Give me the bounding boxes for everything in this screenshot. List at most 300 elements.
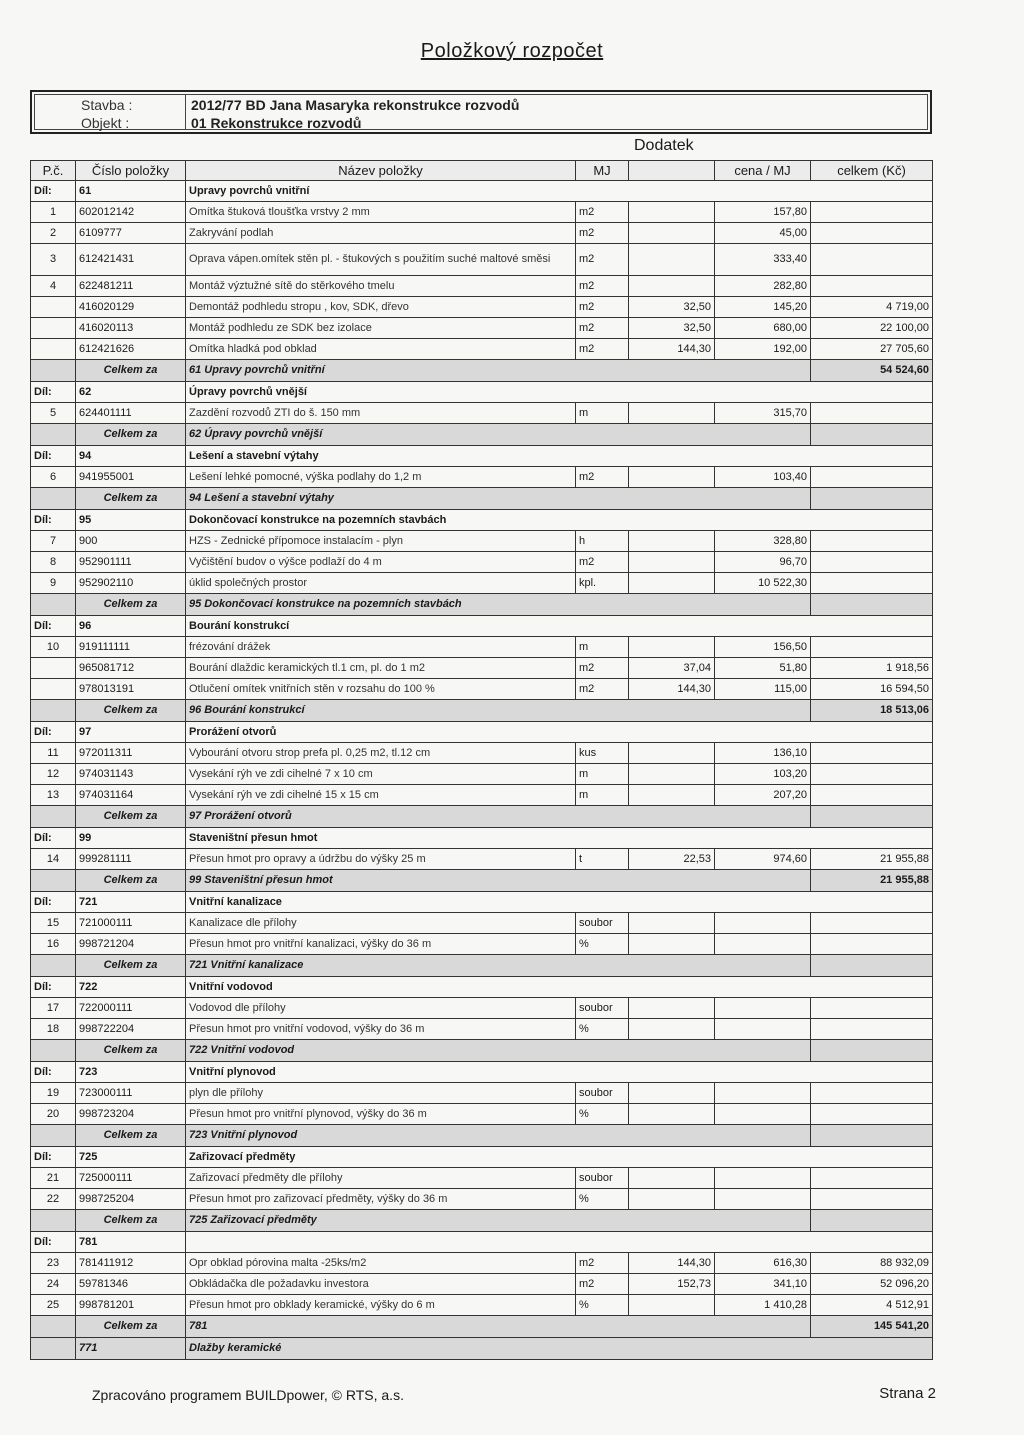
section-header-row (31, 828, 933, 849)
item-celkem (811, 276, 933, 297)
item-celkem: 22 100,00 (811, 318, 933, 339)
sum-name: 722 Vnitřní vodovod (186, 1040, 811, 1062)
item-nazev: Vysekání rýh ve zdi cihelné 15 x 15 cm (186, 785, 576, 806)
item-celkem: 16 594,50 (811, 679, 933, 700)
sum-total: 18 513,06 (811, 700, 933, 722)
item-mnozstvi (629, 743, 715, 764)
item-mj: m2 (576, 202, 629, 223)
item-mj: soubor (576, 913, 629, 934)
item-cislo: 974031164 (76, 785, 186, 806)
section-header-row (31, 382, 933, 403)
sum-label: Celkem za (76, 955, 186, 977)
item-cislo: 721000111 (76, 913, 186, 934)
section-header-row (31, 1232, 933, 1253)
item-row (31, 202, 933, 223)
item-mj: m2 (576, 552, 629, 573)
item-cena (715, 913, 811, 934)
section-code: 61 (76, 181, 186, 202)
section-label: Díl: (31, 1147, 76, 1168)
item-cena: 341,10 (715, 1274, 811, 1295)
objekt-label: Objekt : (81, 115, 130, 131)
item-pc: 25 (31, 1295, 76, 1316)
item-row (31, 223, 933, 244)
item-celkem (811, 573, 933, 594)
item-mnozstvi (629, 785, 715, 806)
section-label: Díl: (31, 1232, 76, 1253)
project-header (30, 90, 932, 134)
item-row (31, 998, 933, 1019)
item-cena: 315,70 (715, 403, 811, 424)
item-nazev: Vodovod dle přílohy (186, 998, 576, 1019)
sum-label: Celkem za (76, 360, 186, 382)
item-cena (715, 998, 811, 1019)
item-cena (715, 934, 811, 955)
item-row (31, 658, 933, 679)
item-cislo: 59781346 (76, 1274, 186, 1295)
continuation-name: Dlažby keramické (186, 1338, 933, 1360)
section-label: Díl: (31, 510, 76, 531)
item-celkem (811, 1083, 933, 1104)
item-cena: 680,00 (715, 318, 811, 339)
item-nazev: Přesun hmot pro opravy a údržbu do výšky 25 m (186, 849, 576, 870)
continuation-row (31, 1338, 933, 1360)
item-celkem (811, 934, 933, 955)
item-celkem (811, 552, 933, 573)
item-row (31, 1189, 933, 1210)
item-mnozstvi (629, 1189, 715, 1210)
section-total-row (31, 1316, 933, 1338)
item-mj: soubor (576, 998, 629, 1019)
item-cislo: 978013191 (76, 679, 186, 700)
sum-total: 145 541,20 (811, 1316, 933, 1338)
item-cena: 136,10 (715, 743, 811, 764)
item-celkem (811, 764, 933, 785)
section-label: Díl: (31, 446, 76, 467)
section-total-row (31, 424, 933, 446)
sum-label: Celkem za (76, 1316, 186, 1338)
item-row (31, 785, 933, 806)
item-nazev: Přesun hmot pro zařizovací předměty, výšky do 36 m (186, 1189, 576, 1210)
item-row (31, 1295, 933, 1316)
item-cena: 10 522,30 (715, 573, 811, 594)
item-cena: 1 410,28 (715, 1295, 811, 1316)
stavba-label: Stavba : (81, 97, 133, 113)
item-cena: 145,20 (715, 297, 811, 318)
section-code: 723 (76, 1062, 186, 1083)
item-cena (715, 1168, 811, 1189)
item-nazev: Lešení lehké pomocné, výška podlahy do 1,2 m (186, 467, 576, 488)
item-celkem (811, 1189, 933, 1210)
item-mj: m2 (576, 658, 629, 679)
item-cena: 207,20 (715, 785, 811, 806)
section-label: Díl: (31, 1062, 76, 1083)
sum-total (811, 1210, 933, 1232)
item-row (31, 743, 933, 764)
sum-name: 95 Dokončovací konstrukce na pozemních stavbách (186, 594, 811, 616)
item-cena: 156,50 (715, 637, 811, 658)
item-cena (715, 1189, 811, 1210)
section-code: 725 (76, 1147, 186, 1168)
item-mj: m2 (576, 276, 629, 297)
item-cena: 192,00 (715, 339, 811, 360)
item-mnozstvi (629, 637, 715, 658)
item-row (31, 1019, 933, 1040)
sum-total (811, 1040, 933, 1062)
item-mj: soubor (576, 1083, 629, 1104)
item-pc: 4 (31, 276, 76, 297)
section-name: Vnitřní vodovod (186, 977, 933, 998)
item-row (31, 637, 933, 658)
item-mnozstvi (629, 1295, 715, 1316)
sum-name: 94 Lešení a stavební výtahy (186, 488, 811, 510)
item-mnozstvi (629, 913, 715, 934)
section-code: 721 (76, 892, 186, 913)
item-celkem (811, 403, 933, 424)
item-pc (31, 297, 76, 318)
item-mj: m2 (576, 1274, 629, 1295)
item-cena: 328,80 (715, 531, 811, 552)
sum-label: Celkem za (76, 806, 186, 828)
section-name: Lešení a stavební výtahy (186, 446, 933, 467)
item-pc: 12 (31, 764, 76, 785)
item-cena (715, 1104, 811, 1125)
sum-total (811, 806, 933, 828)
item-cislo: 974031143 (76, 764, 186, 785)
footer-software: Zpracováno programem BUILDpower, © RTS, a.s. (92, 1387, 404, 1403)
section-total-row (31, 806, 933, 828)
item-row (31, 1274, 933, 1295)
item-pc: 2 (31, 223, 76, 244)
item-row (31, 1083, 933, 1104)
item-mj: m (576, 403, 629, 424)
sum-name: 96 Bourání konstrukcí (186, 700, 811, 722)
item-mj: kus (576, 743, 629, 764)
section-total-row (31, 700, 933, 722)
item-celkem (811, 913, 933, 934)
section-header-row (31, 1062, 933, 1083)
item-nazev: Opr obklad pórovina malta -25ks/m2 (186, 1253, 576, 1274)
item-nazev: Demontáž podhledu stropu , kov, SDK, dřevo (186, 297, 576, 318)
item-celkem (811, 531, 933, 552)
item-cena: 103,20 (715, 764, 811, 785)
sum-total (811, 488, 933, 510)
item-pc: 24 (31, 1274, 76, 1295)
item-mnozstvi: 144,30 (629, 679, 715, 700)
item-mj: h (576, 531, 629, 552)
item-nazev: frézování drážek (186, 637, 576, 658)
item-pc: 3 (31, 244, 76, 276)
item-pc: 15 (31, 913, 76, 934)
item-cislo: 941955001 (76, 467, 186, 488)
section-code: 95 (76, 510, 186, 531)
continuation-spacer (31, 1338, 76, 1360)
item-mj: m2 (576, 297, 629, 318)
item-celkem (811, 223, 933, 244)
item-row (31, 552, 933, 573)
section-total-row (31, 870, 933, 892)
item-celkem: 4 719,00 (811, 297, 933, 318)
item-mnozstvi (629, 764, 715, 785)
item-nazev: Otlučení omítek vnitřních stěn v rozsahu do 100 % (186, 679, 576, 700)
section-label: Díl: (31, 722, 76, 743)
section-total-row (31, 594, 933, 616)
sum-spacer (31, 594, 76, 616)
item-cena: 115,00 (715, 679, 811, 700)
item-pc: 16 (31, 934, 76, 955)
col-pc: P.č. (31, 161, 76, 181)
item-pc: 9 (31, 573, 76, 594)
section-header-row (31, 181, 933, 202)
sum-name: 62 Úpravy povrchů vnější (186, 424, 811, 446)
item-row (31, 1253, 933, 1274)
item-cislo: 622481211 (76, 276, 186, 297)
item-cislo: 416020113 (76, 318, 186, 339)
section-header-row (31, 977, 933, 998)
section-header-row (31, 446, 933, 467)
item-cislo: 900 (76, 531, 186, 552)
item-cena: 974,60 (715, 849, 811, 870)
column-header-row (31, 161, 933, 181)
stavba-value: 2012/77 BD Jana Masaryka rekonstrukce rozvodů (191, 97, 520, 113)
item-mnozstvi (629, 244, 715, 276)
item-mnozstvi: 152,73 (629, 1274, 715, 1295)
item-nazev: Bourání dlaždic keramických tl.1 cm, pl. do 1 m2 (186, 658, 576, 679)
item-nazev: úklid společných prostor (186, 573, 576, 594)
item-mnozstvi (629, 223, 715, 244)
item-cislo: 612421626 (76, 339, 186, 360)
section-code: 97 (76, 722, 186, 743)
item-cislo: 624401111 (76, 403, 186, 424)
section-header-row (31, 616, 933, 637)
section-code: 62 (76, 382, 186, 403)
item-pc: 20 (31, 1104, 76, 1125)
sum-label: Celkem za (76, 424, 186, 446)
item-pc (31, 339, 76, 360)
item-nazev: Zazdění rozvodů ZTI do š. 150 mm (186, 403, 576, 424)
item-nazev: Přesun hmot pro obklady keramické, výšky do 6 m (186, 1295, 576, 1316)
item-mnozstvi (629, 531, 715, 552)
item-mj: m (576, 785, 629, 806)
item-pc (31, 318, 76, 339)
item-nazev: Omítka hladká pod obklad (186, 339, 576, 360)
sum-name: 721 Vnitřní kanalizace (186, 955, 811, 977)
item-nazev: Oprava vápen.omítek stěn pl. - štukových s použitím suché maltové směsi (186, 244, 576, 276)
item-cislo: 998721204 (76, 934, 186, 955)
section-label: Díl: (31, 382, 76, 403)
item-row (31, 244, 933, 276)
budget-table (30, 160, 933, 1360)
item-cislo: 602012142 (76, 202, 186, 223)
item-cislo: 781411912 (76, 1253, 186, 1274)
item-mj: m2 (576, 467, 629, 488)
sum-spacer (31, 424, 76, 446)
section-name: Bourání konstrukcí (186, 616, 933, 637)
sum-spacer (31, 1125, 76, 1147)
section-code: 722 (76, 977, 186, 998)
item-cena (715, 1019, 811, 1040)
section-header-row (31, 1147, 933, 1168)
section-name: Úpravy povrchů vnější (186, 382, 933, 403)
item-pc: 5 (31, 403, 76, 424)
section-total-row (31, 1040, 933, 1062)
item-pc: 13 (31, 785, 76, 806)
item-nazev: Zakryvání podlah (186, 223, 576, 244)
item-pc: 11 (31, 743, 76, 764)
item-cislo: 998722204 (76, 1019, 186, 1040)
item-nazev: Obkládačka dle požadavku investora (186, 1274, 576, 1295)
item-row (31, 297, 933, 318)
item-pc (31, 679, 76, 700)
sum-total (811, 955, 933, 977)
item-mnozstvi: 144,30 (629, 1253, 715, 1274)
sum-spacer (31, 1210, 76, 1232)
item-celkem (811, 637, 933, 658)
item-celkem: 1 918,56 (811, 658, 933, 679)
item-pc: 14 (31, 849, 76, 870)
item-cislo: 723000111 (76, 1083, 186, 1104)
item-mnozstvi: 22,53 (629, 849, 715, 870)
section-name: Staveništní přesun hmot (186, 828, 933, 849)
sum-label: Celkem za (76, 1040, 186, 1062)
sum-name: 725 Zařizovací předměty (186, 1210, 811, 1232)
item-celkem (811, 743, 933, 764)
item-mnozstvi (629, 1019, 715, 1040)
sum-total (811, 594, 933, 616)
sum-name: 99 Staveništní přesun hmot (186, 870, 811, 892)
item-pc: 8 (31, 552, 76, 573)
item-mj: % (576, 1295, 629, 1316)
item-nazev: Vybourání otvoru strop prefa pl. 0,25 m2, tl.12 cm (186, 743, 576, 764)
item-row (31, 403, 933, 424)
sum-name: 97 Prorážení otvorů (186, 806, 811, 828)
item-row (31, 276, 933, 297)
sum-spacer (31, 1040, 76, 1062)
item-cena: 96,70 (715, 552, 811, 573)
col-nazev: Název položky (186, 161, 576, 181)
item-mnozstvi (629, 403, 715, 424)
item-mj: m2 (576, 244, 629, 276)
item-row (31, 1104, 933, 1125)
item-mnozstvi: 37,04 (629, 658, 715, 679)
item-mj: % (576, 934, 629, 955)
section-name (186, 1232, 933, 1253)
item-pc: 10 (31, 637, 76, 658)
item-cena: 157,80 (715, 202, 811, 223)
section-total-row (31, 360, 933, 382)
item-row (31, 679, 933, 700)
item-cena: 616,30 (715, 1253, 811, 1274)
item-cena (715, 1083, 811, 1104)
item-row (31, 934, 933, 955)
item-celkem (811, 244, 933, 276)
item-nazev: Přesun hmot pro vnitřní plynovod, výšky do 36 m (186, 1104, 576, 1125)
item-mj: soubor (576, 1168, 629, 1189)
item-celkem (811, 467, 933, 488)
item-cislo: 999281111 (76, 849, 186, 870)
col-mj: MJ (576, 161, 629, 181)
item-nazev: Zařizovací předměty dle přílohy (186, 1168, 576, 1189)
item-mnozstvi (629, 276, 715, 297)
item-cislo: 416020129 (76, 297, 186, 318)
item-cislo: 998725204 (76, 1189, 186, 1210)
item-mj: m (576, 764, 629, 785)
item-nazev: Kanalizace dle přílohy (186, 913, 576, 934)
item-mj: m2 (576, 223, 629, 244)
item-nazev: Přesun hmot pro vnitřní vodovod, výšky do 36 m (186, 1019, 576, 1040)
sum-total: 54 524,60 (811, 360, 933, 382)
item-nazev: Montáž podhledu ze SDK bez izolace (186, 318, 576, 339)
item-celkem: 88 932,09 (811, 1253, 933, 1274)
item-nazev: Přesun hmot pro vnitřní kanalizaci, výšky do 36 m (186, 934, 576, 955)
item-cislo: 998723204 (76, 1104, 186, 1125)
item-row (31, 764, 933, 785)
item-cislo: 722000111 (76, 998, 186, 1019)
item-row (31, 467, 933, 488)
section-header-row (31, 892, 933, 913)
item-mj: t (576, 849, 629, 870)
item-row (31, 913, 933, 934)
sum-label: Celkem za (76, 1125, 186, 1147)
item-pc: 23 (31, 1253, 76, 1274)
section-label: Díl: (31, 181, 76, 202)
item-cena: 282,80 (715, 276, 811, 297)
item-celkem (811, 202, 933, 223)
sum-label: Celkem za (76, 700, 186, 722)
item-nazev: Vyčištění budov o výšce podlaží do 4 m (186, 552, 576, 573)
sum-spacer (31, 700, 76, 722)
item-pc: 1 (31, 202, 76, 223)
section-header-row (31, 510, 933, 531)
item-celkem (811, 1168, 933, 1189)
item-celkem: 27 705,60 (811, 339, 933, 360)
item-cena: 333,40 (715, 244, 811, 276)
item-nazev: Vysekání rýh ve zdi cihelné 7 x 10 cm (186, 764, 576, 785)
item-mnozstvi: 32,50 (629, 297, 715, 318)
sum-spacer (31, 360, 76, 382)
item-cislo: 952902110 (76, 573, 186, 594)
section-code: 94 (76, 446, 186, 467)
sum-spacer (31, 870, 76, 892)
item-pc: 7 (31, 531, 76, 552)
item-celkem (811, 1019, 933, 1040)
item-cislo: 965081712 (76, 658, 186, 679)
sum-label: Celkem za (76, 594, 186, 616)
continuation-code: 771 (76, 1338, 186, 1360)
section-name: Vnitřní kanalizace (186, 892, 933, 913)
item-mj: m2 (576, 339, 629, 360)
section-total-row (31, 488, 933, 510)
sum-label: Celkem za (76, 1210, 186, 1232)
item-mnozstvi: 32,50 (629, 318, 715, 339)
sum-name: 781 (186, 1316, 811, 1338)
item-nazev: Omítka štuková tloušťka vrstvy 2 mm (186, 202, 576, 223)
item-nazev: HZS - Zednické přípomoce instalacím - plyn (186, 531, 576, 552)
item-pc: 18 (31, 1019, 76, 1040)
item-cislo: 998781201 (76, 1295, 186, 1316)
item-cislo: 725000111 (76, 1168, 186, 1189)
sum-name: 723 Vnitřní plynovod (186, 1125, 811, 1147)
section-name: Zařizovací předměty (186, 1147, 933, 1168)
dodatek-label: Dodatek (634, 137, 694, 154)
item-row (31, 339, 933, 360)
item-mnozstvi (629, 202, 715, 223)
item-cena: 51,80 (715, 658, 811, 679)
section-code: 99 (76, 828, 186, 849)
section-name: Upravy povrchů vnitřní (186, 181, 933, 202)
item-mnozstvi (629, 1168, 715, 1189)
section-label: Díl: (31, 977, 76, 998)
section-name: Dokončovací konstrukce na pozemních stavbách (186, 510, 933, 531)
